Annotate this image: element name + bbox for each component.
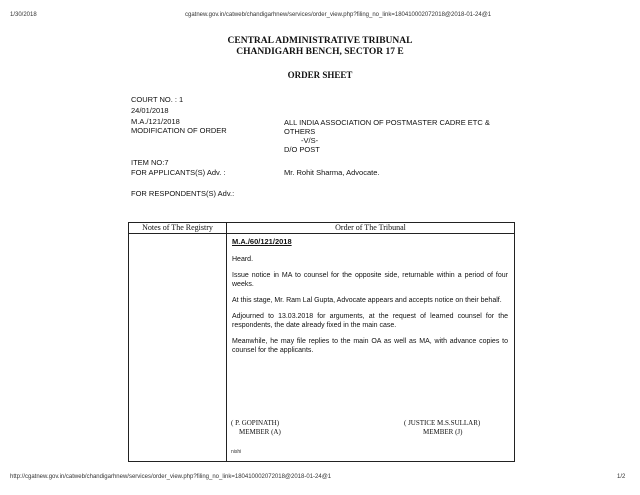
order-paragraph: Heard. (232, 256, 254, 263)
registry-header: Notes of The Registry (129, 223, 227, 234)
registry-notes-cell (129, 234, 227, 462)
court-number: COURT NO. : 1 (131, 95, 184, 104)
ma-number: M.A./121/2018 (131, 117, 180, 126)
order-table (128, 222, 515, 462)
page-number: 1/2 (617, 474, 626, 480)
item-number: ITEM NO:7 (131, 158, 169, 167)
applicant-name-line1: ALL INDIA ASSOCIATION OF POSTMASTER CADRE ETC & (284, 118, 490, 127)
member-a-name: ( P. GOPINATH) (231, 419, 280, 427)
order-paragraph: Adjourned to 13.03.2018 for arguments, at the request of learned counsel for the respondents, the date already fixed in the main case. (232, 313, 508, 329)
order-paragraph: Meanwhile, he may file replies to the main OA as well as MA, with advance copies to counsel for the applicants. (232, 338, 508, 354)
versus-label: -V/S- (301, 136, 319, 145)
order-paragraph: At this stage, Mr. Ram Lal Gupta, Advocate appears and accepts notice on their behalf. (232, 297, 502, 304)
order-date: 24/01/2018 (131, 106, 169, 115)
member-j-role: MEMBER (J) (423, 428, 463, 436)
order-paragraph: Issue notice in MA to counsel for the opposite side, returnable within a period of four weeks. (232, 272, 508, 288)
tribunal-order-cell (227, 234, 515, 462)
respondents-label: FOR RESPONDENTS(S) Adv.: (131, 189, 235, 198)
bench-title: CHANDIGARH BENCH, SECTOR 17 E (236, 47, 404, 57)
member-a-role: MEMBER (A) (239, 428, 281, 436)
applicant-name-line2: OTHERS (284, 127, 316, 136)
print-url: cgatnew.gov.in/catweb/chandigarhnew/services/order_view.php?filing_no_link=180410002072018@2018-01-24@1 (185, 12, 492, 18)
footer-url: http://cgatnew.gov.in/catweb/chandigarhnew/services/order_view.php?filing_no_link=180410002072018@2018-01-24@1 (10, 474, 332, 480)
applicants-label: FOR APPLICANTS(S) Adv. : (131, 168, 226, 177)
order-sheet-title: ORDER SHEET (287, 70, 353, 80)
tribunal-title: CENTRAL ADMINISTRATIVE TRIBUNAL (227, 36, 413, 46)
respondent-name: D/O POST (284, 145, 320, 154)
tribunal-header: Order of The Tribunal (227, 223, 515, 234)
case-type: MODIFICATION OF ORDER (131, 126, 227, 135)
staff-initials: nishi (231, 449, 242, 455)
applicants-advocate: Mr. Rohit Sharma, Advocate. (284, 168, 380, 177)
ma-reference: M.A./60/121/2018 (232, 237, 292, 246)
print-date: 1/30/2018 (10, 12, 37, 18)
member-j-name: ( JUSTICE M.S.SULLAR) (404, 419, 481, 427)
